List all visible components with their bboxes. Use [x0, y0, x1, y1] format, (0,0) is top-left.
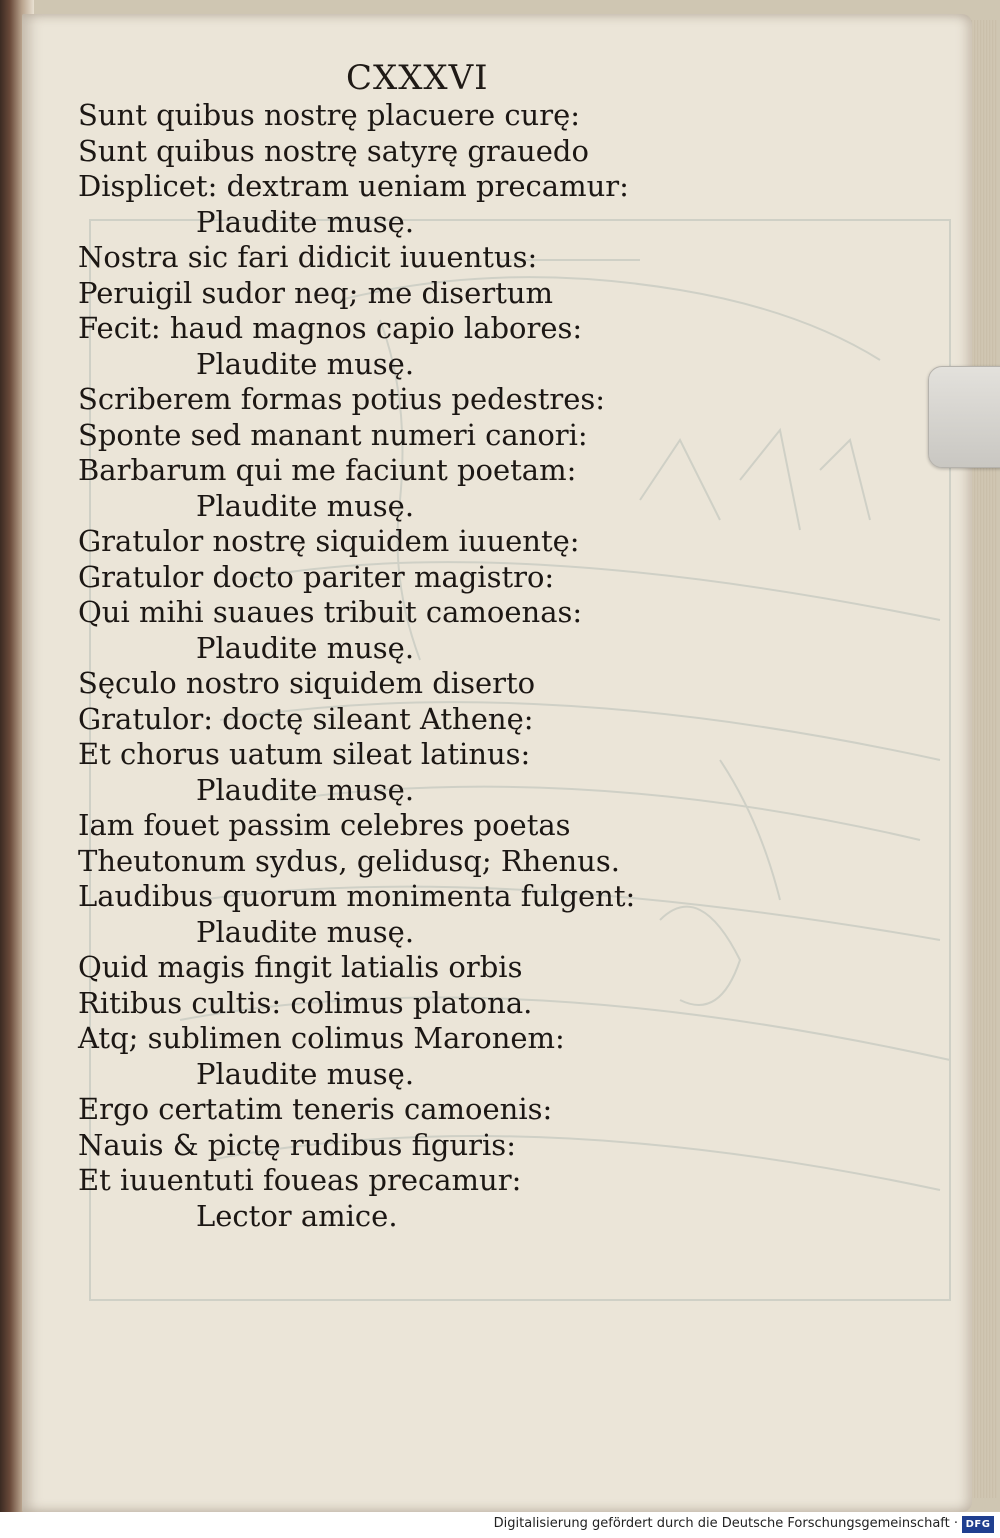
- verse-line: Scriberem formas potius pedestres:: [78, 382, 606, 416]
- verse-line: Sponte sed manant numeri canori:: [78, 417, 588, 452]
- verse-line: Peruigil sudor neq; me disertum: [78, 275, 554, 310]
- verse-line: Nauis & pictę rudibus figuris:: [78, 1127, 516, 1162]
- footer-bar: [0, 1512, 1000, 1538]
- poem-text: [78, 98, 635, 1234]
- verse-line: Laudibus quorum monimenta fulgent:: [78, 879, 636, 913]
- verse-line: Gratulor nostrę siquidem iuuentę:: [78, 524, 580, 558]
- page-clip: [928, 366, 1000, 468]
- refrain-line: Plaudite musę.: [196, 204, 415, 239]
- refrain-line: Plaudite musę.: [196, 630, 415, 665]
- folio-number: CXXXVI: [346, 58, 489, 98]
- refrain-line: Plaudite musę.: [196, 346, 415, 381]
- refrain-line: Lector amice.: [196, 1198, 398, 1233]
- verse-line: Gratulor docto pariter magistro:: [78, 559, 555, 594]
- verse-line: Quid magis fingit latialis orbis: [78, 950, 523, 984]
- verse-line: Ergo certatim teneris camoenis:: [78, 1092, 553, 1126]
- verse-line: Et chorus uatum sileat latinus:: [78, 737, 531, 771]
- funding-credit: Digitalisierung gefördert durch die Deutsche Forschungsgemeinschaft ·: [493, 1516, 958, 1531]
- refrain-line: Plaudite musę.: [196, 914, 415, 949]
- verse-line: Displicet: dextram ueniam precamur:: [78, 169, 629, 203]
- verse-line: Ritibus cultis: colimus platona.: [78, 985, 533, 1020]
- verse-line: Iam fouet passim celebres poetas: [78, 808, 571, 842]
- verse-line: Atq; sublimen colimus Maronem:: [78, 1021, 565, 1055]
- verse-line: Barbarum qui me faciunt poetam:: [78, 453, 577, 487]
- dfg-logo-icon: DFG: [962, 1516, 994, 1533]
- refrain-line: Plaudite musę.: [196, 772, 415, 807]
- refrain-line: Plaudite musę.: [196, 488, 415, 523]
- verse-line: Gratulor: doctę sileant Athenę:: [78, 701, 534, 736]
- verse-line: Sunt quibus nostrę placuere curę:: [78, 98, 581, 132]
- verse-line: Sunt quibus nostrę satyrę grauedo: [78, 133, 589, 168]
- verse-line: Theutonum sydus, gelidusq; Rhenus.: [78, 843, 620, 878]
- refrain-line: Plaudite musę.: [196, 1056, 415, 1091]
- verse-line: Sęculo nostro siquidem diserto: [78, 666, 536, 700]
- verse-line: Fecit: haud magnos capio labores:: [78, 311, 583, 345]
- verse-line: Nostra sic fari didicit iuuentus:: [78, 240, 538, 274]
- verse-line: Et iuuentuti foueas precamur:: [78, 1163, 522, 1197]
- verse-line: Qui mihi suaues tribuit camoenas:: [78, 595, 583, 629]
